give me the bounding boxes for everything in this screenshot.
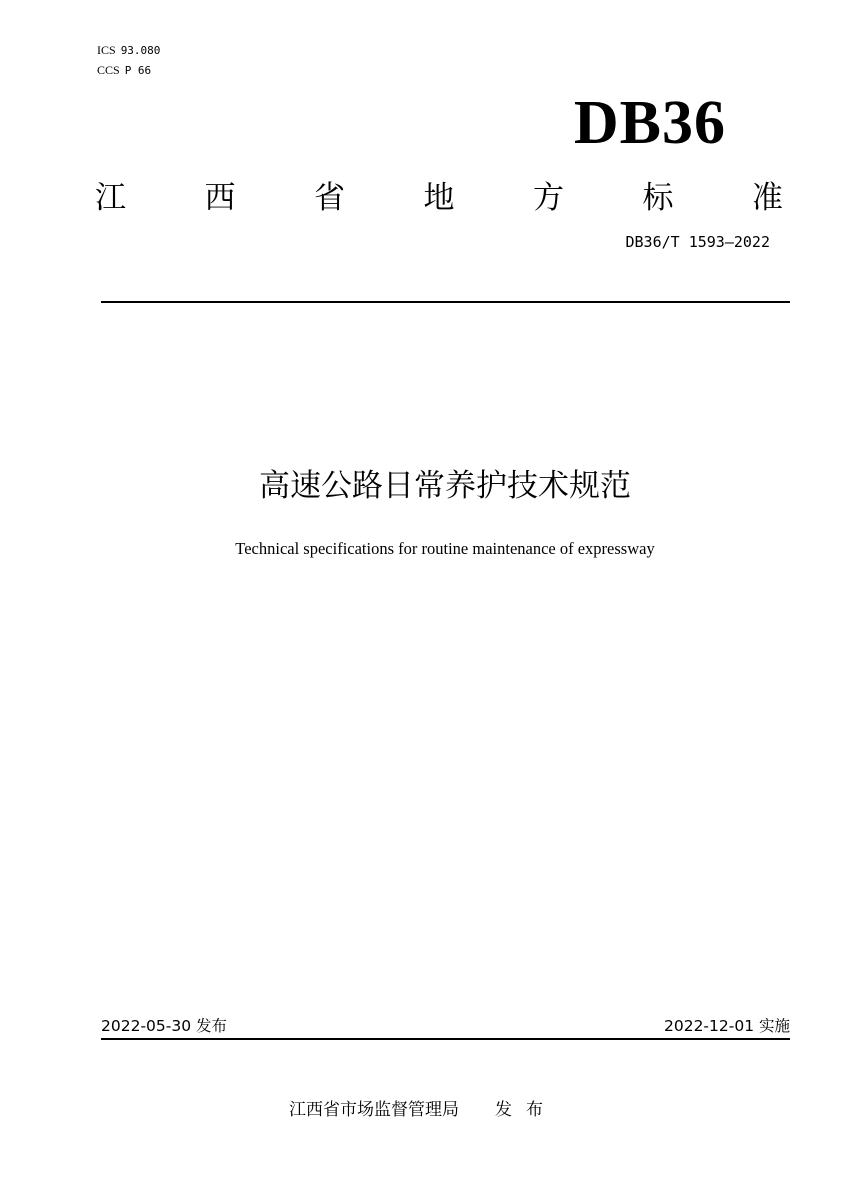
ics-value: 93.080 <box>120 44 161 57</box>
publisher <box>289 1098 557 1122</box>
standard-type-char: 江 <box>95 180 126 216</box>
standard-type-char: 西 <box>204 180 236 216</box>
publisher-action: 发布 <box>495 1100 557 1120</box>
implementation-date: 2022-12-01 实施 <box>663 1017 790 1035</box>
standard-code-mark: DB36 <box>573 89 726 157</box>
standard-type-char: 准 <box>752 180 783 216</box>
standard-number: DB36/T 1593—2022 <box>625 233 770 251</box>
ccs-value: P 66 <box>124 64 152 77</box>
standard-type-char: 方 <box>533 180 564 216</box>
top-divider <box>101 301 790 303</box>
publisher-name: 江西省市场监督管理局 <box>289 1100 459 1120</box>
ics-label: ICS <box>97 43 116 57</box>
issue-date: 2022-05-30 发布 <box>101 1017 228 1035</box>
standard-type-title <box>95 178 783 218</box>
ccs-label: CCS <box>97 63 120 77</box>
bottom-divider <box>101 1038 790 1040</box>
document-title-chinese: 高速公路日常养护技术规范 <box>259 468 631 504</box>
ccs-code <box>97 63 151 78</box>
standard-type-char: 省 <box>314 180 345 216</box>
standard-type-char: 地 <box>423 180 455 216</box>
document-title-english: Technical specifications for routine maintenance of expressway <box>235 539 655 558</box>
ics-code <box>97 43 160 58</box>
standard-type-char: 标 <box>642 180 674 216</box>
